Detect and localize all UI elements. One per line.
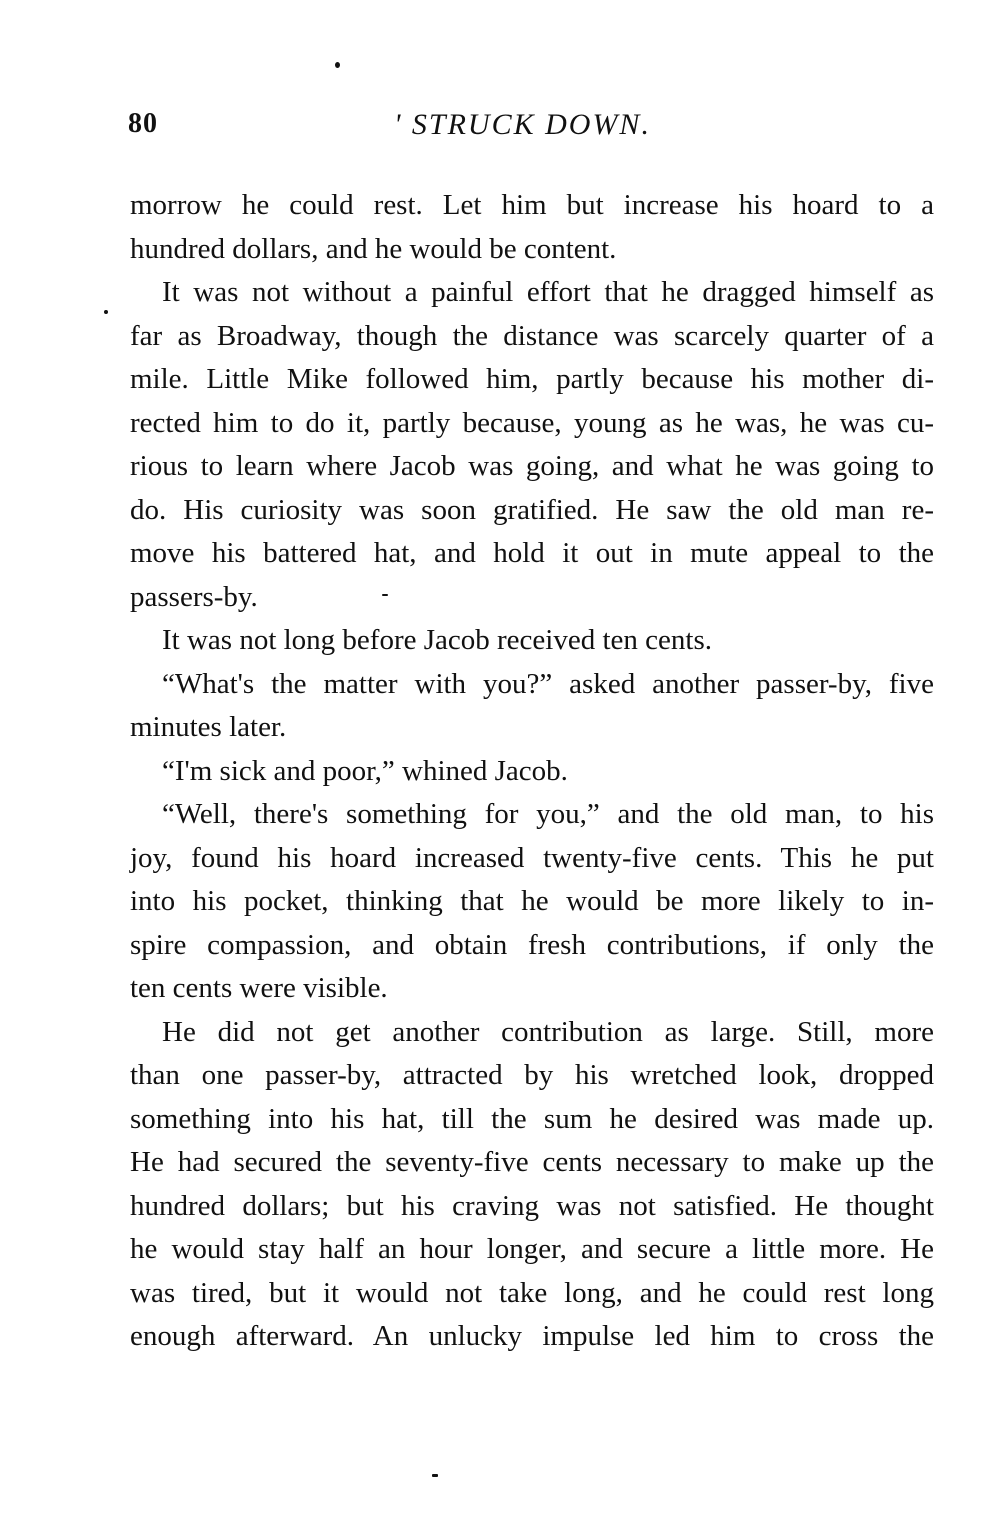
text-line: “Well, there's something for you,” and the old man, to his	[162, 798, 934, 830]
page-number: 80	[128, 108, 158, 139]
text-line: do. His curiosity was soon gratified. He saw the old man re-	[130, 493, 934, 526]
text-line: spire compassion, and obtain fresh contributions, if only the	[130, 928, 934, 961]
text-line: He did not get another contribution as large. Still, more	[162, 1015, 934, 1048]
ink-speck-bottom	[432, 1474, 438, 1477]
ink-speck-margin	[104, 310, 108, 314]
text-line: mile. Little Mike followed him, partly because his mother di-	[130, 363, 934, 395]
text-line: morrow he could rest. Let him but increase his hoard to a	[130, 189, 934, 221]
text-line: into his pocket, thinking that he would be more likely to in-	[130, 885, 934, 917]
text-line: rected him to do it, partly because, young as he was, he was cu-	[130, 406, 934, 439]
text-line: move his battered hat, and hold it out in mute appeal to the	[130, 537, 934, 569]
running-title: ' STRUCK DOWN.	[394, 108, 651, 141]
text-line: he would stay half an hour longer, and secure a little more. He	[130, 1233, 934, 1265]
text-line: He had secured the seventy-five cents necessary to make up the	[130, 1146, 934, 1178]
running-head	[128, 108, 934, 148]
text-line: enough afterward. An unlucky impulse led him to cross the	[130, 1320, 934, 1352]
text-line: hundred dollars, and he would be content.	[130, 232, 617, 265]
text-line: than one passer-by, attracted by his wretched look, dropped	[130, 1059, 934, 1091]
text-line: “I'm sick and poor,” whined Jacob.	[162, 754, 568, 787]
text-line: minutes later.	[130, 711, 287, 743]
text-line: rious to learn where Jacob was going, and what he was going to	[130, 450, 934, 482]
ink-speck-top	[335, 62, 340, 68]
text-line: “What's the matter with you?” asked another passer-by, five	[162, 667, 934, 700]
text-line: passers-by.	[130, 580, 258, 613]
body-text	[130, 184, 934, 1359]
text-line: far as Broadway, though the distance was scarcely quarter of a	[130, 319, 934, 352]
text-line: ten cents were visible.	[130, 972, 388, 1004]
text-line: hundred dollars; but his craving was not satisfied. He thought	[130, 1189, 934, 1222]
text-line: joy, found his hoard increased twenty-five cents. This he put	[130, 841, 934, 874]
text-line: It was not long before Jacob received ten cents.	[162, 624, 712, 656]
text-line: something into his hat, till the sum he desired was made up.	[130, 1102, 934, 1135]
text-line: It was not without a painful effort that he dragged himself as	[162, 276, 934, 308]
text-line: was tired, but it would not take long, and he could rest long	[130, 1276, 934, 1309]
